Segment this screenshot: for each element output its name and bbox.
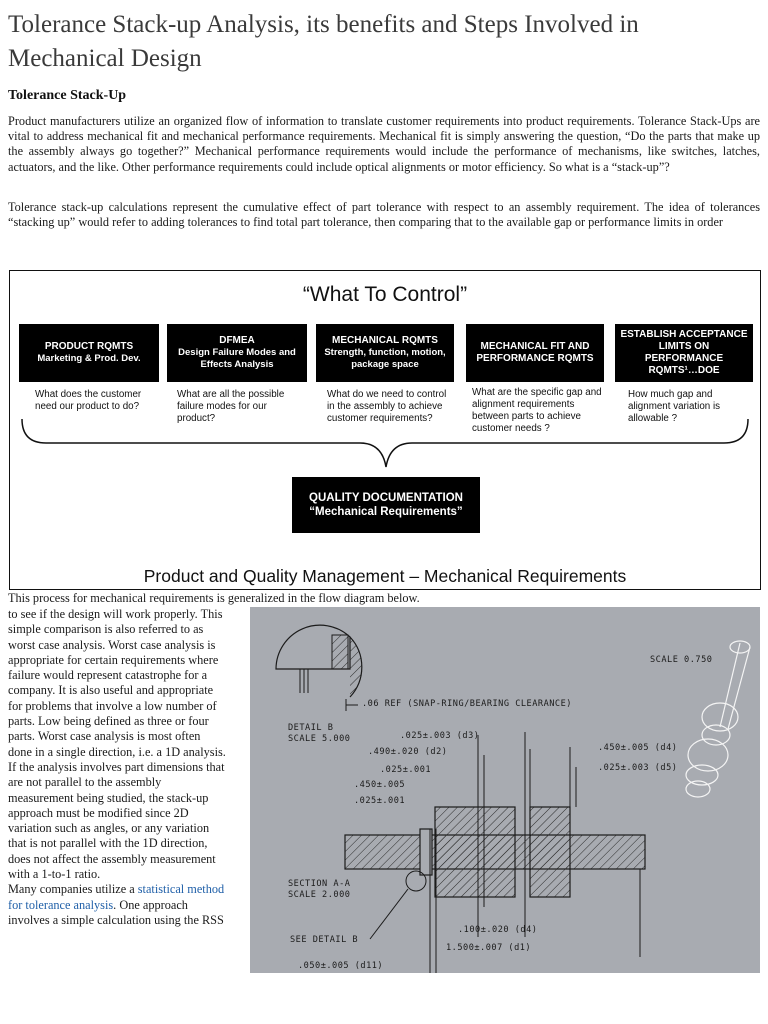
flow-box-subtitle: Marketing & Prod. Dev. [37, 353, 141, 364]
flow-diagram-caption: Product and Quality Management – Mechanical Requirements [143, 566, 627, 586]
flow-box-title: DFMEA [219, 335, 255, 346]
flow-diagram [9, 270, 761, 590]
statistical-method-link[interactable]: statistical method for tolerance analysis [8, 882, 225, 912]
many-companies-text: Many companies utilize a [8, 882, 138, 897]
article-title: Tolerance Stack-up Analysis, its benefits and Steps Involved in Mechanical Design [8, 11, 639, 72]
flow-box-description: What are the specific gap and alignment requirements between parts to achieve customer needs ? [472, 387, 602, 434]
flow-box-title: PRODUCT RQMTS [44, 341, 134, 352]
flow-box-title: MECHANICAL FIT AND PERFORMANCE RQMTS [476, 341, 594, 364]
flow-box-title: ESTABLISH ACCEPTANCE LIMITS ON PERFORMANCE RQMTS¹…DOE [620, 329, 748, 376]
dimension-label: .490±.020 (d2) [368, 747, 448, 757]
tolerance-drawing [250, 607, 760, 973]
detail-scale-label: SCALE 5.000 [288, 734, 351, 744]
dimension-label: .025±.003 (d3) [400, 731, 480, 741]
see-detail-label: SEE DETAIL B [290, 935, 359, 945]
flow-box-title: MECHANICAL RQMTS [332, 335, 438, 346]
rss-text: . One approach involves a simple calculation using the RSS [8, 897, 224, 927]
flow-brace [10, 271, 762, 591]
quality-documentation-box [292, 477, 480, 533]
dimension-label: .450±.005 [354, 780, 406, 790]
section-scale-label: SCALE 2.000 [288, 890, 351, 900]
flow-box-description: What do we need to control in the assembly to achieve customer requirements? [327, 389, 447, 424]
paragraph-2: Tolerance stack-up calculations represent the cumulative effect of part tolerance with respect to an assembly requirement. The idea of tolerances “stacking up” would refer to adding tolerances to find total part tolerance, then comparing that to the available gap or performance limits in order [8, 200, 760, 230]
quality-box-line2: “Mechanical Requirements” [309, 506, 463, 518]
drawing-scale-label: SCALE 0.750 [650, 655, 713, 665]
flow-box-subtitle: Design Failure Modes and Effects Analysis [178, 347, 296, 370]
flow-diagram-title: “What To Control” [302, 283, 468, 306]
dimension-label: .050±.005 (d11) [298, 961, 384, 971]
section-label: SECTION A-A [288, 879, 351, 889]
flow-box-description: How much gap and alignment variation is allowable ? [628, 389, 721, 424]
worst-case-text: to see if the design will work properly. This simple comparison is also referred to as worst case analysis. Worst case analysis is appropriate for certain requirements where failure would represent catastrophe for a company. It is also useful and appropriate for problems that involve a low number of parts. Low being defined as three or four parts. Worst case analysis is most often done in a single direction, i.e. a 1D analysis. If the analysis involves part dimensions that are not parallel to the assembly measurement being studied, the stack-up approach must be modified since 2D variation such as angles, or any variation that is not parallel with the 1D direction, does not affect the assembly measurement with a 1-to-1 ratio. [8, 607, 226, 882]
quality-box-line1: QUALITY DOCUMENTATION [309, 492, 463, 504]
flow-box-description: What does the customer need our product to do? [35, 389, 142, 412]
section-heading: Tolerance Stack-Up [8, 88, 127, 103]
drawing-ref-label: .06 REF (SNAP-RING/BEARING CLEARANCE) [362, 699, 572, 709]
dimension-label: .100±.020 (d4) [458, 925, 538, 935]
flow-box-description: What are all the possible failure modes for our product? [177, 389, 285, 424]
dimension-label: .025±.001 [380, 765, 432, 775]
detail-label: DETAIL B [288, 723, 334, 733]
dimension-label: 1.500±.007 (d1) [446, 943, 532, 953]
dimension-label: .025±.001 [354, 796, 406, 806]
dimension-label: .450±.005 (d4) [598, 743, 678, 753]
column-text [8, 607, 226, 928]
paragraph-1: Product manufacturers utilize an organized flow of information to translate customer requirements into product requirements. Tolerance Stack-Ups are vital to address mechanical fit and mechanical performance requirements. Mechanical fit is simply answering the question, “Do the parts that make up the assembly always go together?” Mechanical performance requirements would include the performance of mechanisms, like switches, latches, actuators, and the like. Other performance requirements could include optical alignments or motor efficiency. So what is a “stack-up”? [8, 114, 760, 174]
figure-intro-line: This process for mechanical requirements is generalized in the flow diagram below. [8, 591, 420, 605]
flow-box-subtitle: Strength, function, motion, package space [324, 347, 446, 370]
dimension-label: .025±.003 (d5) [598, 763, 678, 773]
